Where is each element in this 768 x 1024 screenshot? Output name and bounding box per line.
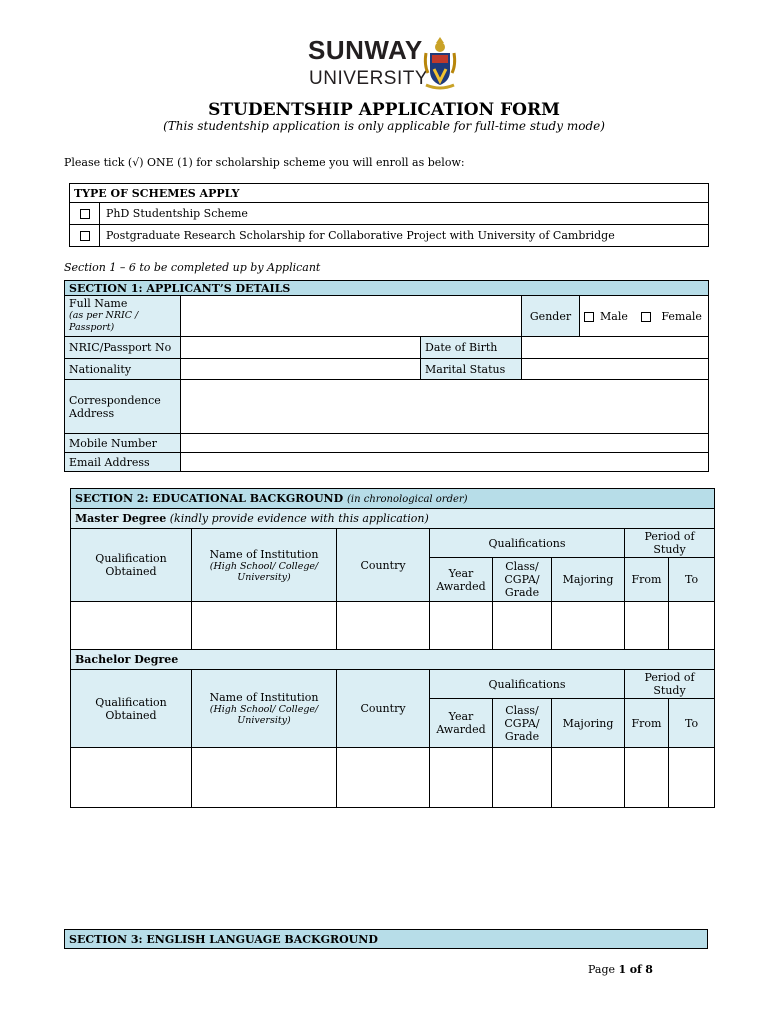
col-period-b: Period of Study: [625, 670, 715, 699]
col-qualification: Qualification Obtained: [71, 529, 192, 602]
nric-label: NRIC/Passport No: [65, 337, 181, 359]
section2-table: [70, 488, 715, 808]
section3-header: SECTION 3: ENGLISH LANGUAGE BACKGROUND: [65, 930, 708, 949]
page-footer: Page 1 of 8: [588, 963, 653, 976]
bachelor-qualification-field[interactable]: [71, 748, 192, 808]
col-qualification-b: Qualification Obtained: [71, 670, 192, 748]
col-to-b: To: [669, 699, 715, 748]
bachelor-to-field[interactable]: [669, 748, 715, 808]
address-label: Correspondence Address: [65, 380, 181, 434]
col-class: Class/ CGPA/ Grade: [493, 558, 552, 602]
col-institution-b: Name of Institution (High School/ College/ University): [192, 670, 337, 748]
master-year-field[interactable]: [430, 602, 493, 650]
master-majoring-field[interactable]: [552, 602, 625, 650]
nric-field[interactable]: [181, 337, 421, 359]
marital-field[interactable]: [522, 359, 709, 380]
section-note: Section 1 – 6 to be completed up by Applicant: [64, 261, 321, 274]
master-qualification-field[interactable]: [71, 602, 192, 650]
form-title: STUDENTSHIP APPLICATION FORM: [208, 100, 560, 120]
female-label: Female: [661, 309, 702, 323]
col-qualifications: Qualifications: [430, 529, 625, 558]
section3-table: [64, 929, 708, 949]
col-from-b: From: [625, 699, 669, 748]
col-majoring: Majoring: [552, 558, 625, 602]
master-country-field[interactable]: [337, 602, 430, 650]
section2-header: SECTION 2: EDUCATIONAL BACKGROUND (in chronological order): [71, 489, 715, 509]
email-field[interactable]: [181, 453, 709, 472]
form-subtitle: (This studentship application is only applicable for full-time study mode): [163, 119, 605, 133]
bachelor-class-field[interactable]: [493, 748, 552, 808]
email-label: Email Address: [65, 453, 181, 472]
col-qualifications-b: Qualifications: [430, 670, 625, 699]
mobile-field[interactable]: [181, 434, 709, 453]
master-class-field[interactable]: [493, 602, 552, 650]
col-country: Country: [337, 529, 430, 602]
col-majoring-b: Majoring: [552, 699, 625, 748]
schemes-header: TYPE OF SCHEMES APPLY: [70, 184, 709, 203]
dob-label: Date of Birth: [421, 337, 522, 359]
col-year-b: Year Awarded: [430, 699, 493, 748]
bachelor-from-field[interactable]: [625, 748, 669, 808]
university-logo: [308, 35, 468, 95]
full-name-label: Full Name (as per NRIC / Passport): [65, 296, 181, 337]
master-from-field[interactable]: [625, 602, 669, 650]
crest-icon: [420, 35, 460, 91]
male-label: Male: [600, 309, 628, 323]
marital-label: Marital Status: [421, 359, 522, 380]
col-period: Period of Study: [625, 529, 715, 558]
col-institution: Name of Institution (High School/ College/ University): [192, 529, 337, 602]
scheme-label-phd: PhD Studentship Scheme: [100, 203, 709, 225]
gender-options: [580, 296, 709, 337]
col-class-b: Class/ CGPA/ Grade: [493, 699, 552, 748]
mobile-label: Mobile Number: [65, 434, 181, 453]
section1-table: [64, 280, 709, 472]
scheme-label-cambridge: Postgraduate Research Scholarship for Collaborative Project with University of Cambridge: [100, 225, 709, 247]
scheme-checkbox-phd[interactable]: [70, 203, 100, 225]
master-institution-field[interactable]: [192, 602, 337, 650]
col-to: To: [669, 558, 715, 602]
female-checkbox[interactable]: [641, 312, 651, 322]
section1-header: SECTION 1: APPLICANT’S DETAILS: [65, 281, 709, 296]
schemes-table: [69, 183, 709, 247]
bachelor-entry-row: [71, 748, 715, 808]
master-degree-header: Master Degree (kindly provide evidence with this application): [71, 509, 715, 529]
col-from: From: [625, 558, 669, 602]
logo-text-university: UNIVERSITY: [309, 68, 429, 89]
bachelor-country-field[interactable]: [337, 748, 430, 808]
bachelor-degree-header: Bachelor Degree: [71, 650, 715, 670]
master-to-field[interactable]: [669, 602, 715, 650]
bachelor-majoring-field[interactable]: [552, 748, 625, 808]
nationality-field[interactable]: [181, 359, 421, 380]
col-country-b: Country: [337, 670, 430, 748]
gender-label: Gender: [522, 296, 580, 337]
address-field[interactable]: [181, 380, 709, 434]
col-year: Year Awarded: [430, 558, 493, 602]
master-entry-row: [71, 602, 715, 650]
nationality-label: Nationality: [65, 359, 181, 380]
male-checkbox[interactable]: [584, 312, 594, 322]
bachelor-institution-field[interactable]: [192, 748, 337, 808]
bachelor-year-field[interactable]: [430, 748, 493, 808]
dob-field[interactable]: [522, 337, 709, 359]
full-name-field[interactable]: [181, 296, 522, 337]
scheme-checkbox-cambridge[interactable]: [70, 225, 100, 247]
logo-text-sunway: SUNWAY: [308, 35, 423, 65]
instruction-text: Please tick (√) ONE (1) for scholarship scheme you will enroll as below:: [64, 156, 465, 169]
